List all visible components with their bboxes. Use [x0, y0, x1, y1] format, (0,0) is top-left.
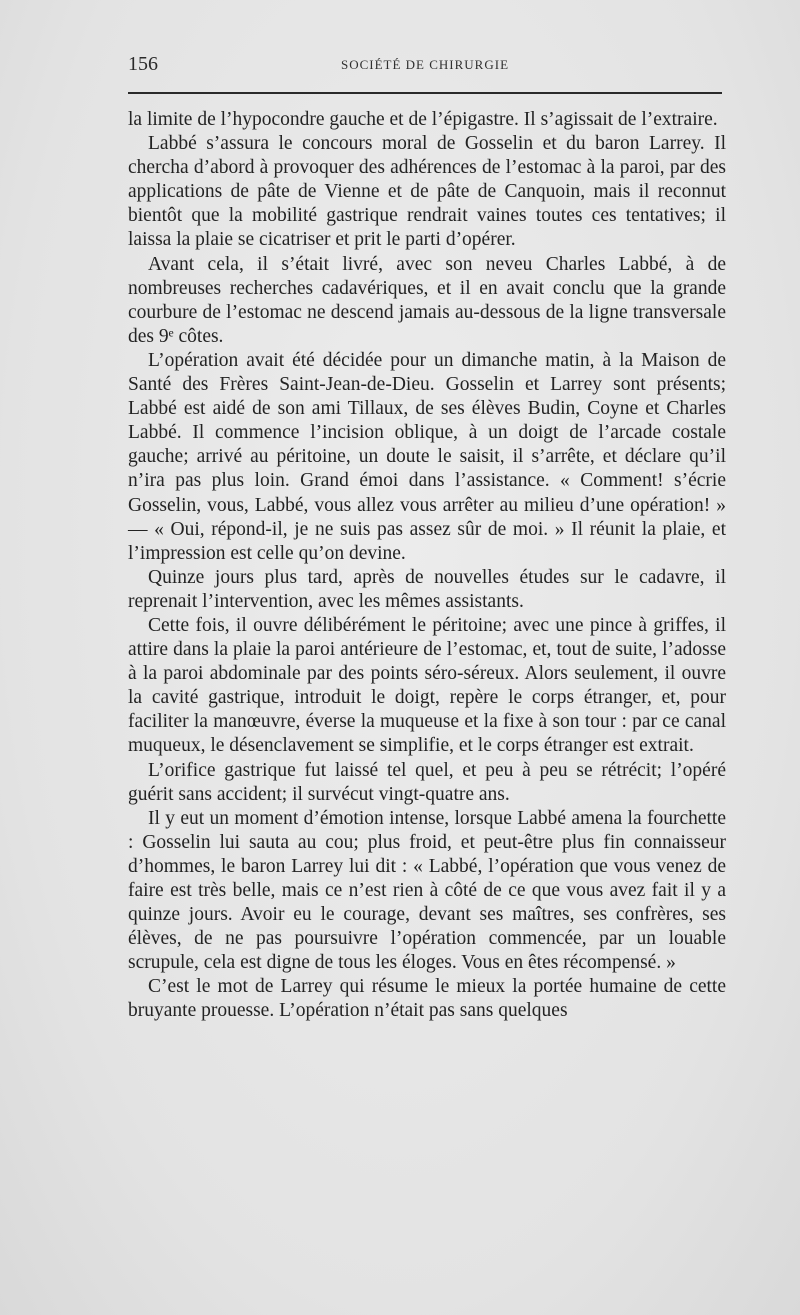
- paragraph: la limite de l’hypocondre gauche et de l’épigastre. Il s’agissait de l’extraire.: [128, 109, 718, 130]
- paragraph: C’est le mot de Larrey qui résume le mieux la portée humaine de cette bruyante prouesse. L’opération n’était pas sans quelques: [128, 976, 726, 1022]
- page-header: [128, 50, 722, 80]
- paragraph: Quinze jours plus tard, après de nouvelles études sur le cadavre, il reprenait l’intervention, avec les mêmes assistants.: [128, 566, 726, 612]
- running-head: SOCIÉTÉ DE CHIRURGIE: [340, 57, 510, 72]
- paragraph: Il y eut un moment d’émotion intense, lorsque Labbé amena la fourchette : Gosselin lui sauta au cou; plus froid, et peut-être plus fin connaisseur d’hommes, le baron Larrey lui dit : « Labbé, l’opération que vous venez de faire est très belle, mais ce n’est rien à côté de ce que vous avez fait il y a quinze jours. Avoir eu le courage, devant ses maîtres, ses confrères, ses élèves, de ne pas poursuivre l’opération commencée, par un louable scrupule, cela est digne de tous les éloges. Vous en êtes récompensé. »: [128, 807, 726, 974]
- body-text: [128, 108, 726, 1024]
- paragraph: Cette fois, il ouvre délibérément le péritoine; avec une pince à griffes, il attire dans la plaie la paroi antérieure de l’estomac, et, tout de suite, l’adosse à la paroi abdominale par des points séro-séreux. Alors seulement, il ouvre la cavité gastrique, introduit le doigt, repère le corps étranger, et, pour faciliter la manœuvre, éverse la muqueuse et la fixe à son tour : par ce canal muqueux, le désenclavement se simplifie, et le corps étranger est extrait.: [128, 614, 726, 757]
- paragraph: L’orifice gastrique fut laissé tel quel, et peu à peu se rétrécit; l’opéré guérit sans accident; il survécut vingt-quatre ans.: [128, 759, 726, 805]
- page-number: 156: [128, 53, 158, 75]
- paragraph: Labbé s’assura le concours moral de Gosselin et du baron Larrey. Il chercha d’abord à provoquer des adhérences de l’estomac à la paroi, par des applications de pâte de Vienne et de pâte de Canquoin, mais il reconnut bientôt que la mobilité gastrique rendrait vaines toutes ces tentatives; il laissa la plaie se cicatriser et prit le parti d’opérer.: [128, 133, 726, 251]
- paragraph: L’opération avait été décidée pour un dimanche matin, à la Maison de Santé des Frères Saint-Jean-de-Dieu. Gosselin et Larrey sont présents; Labbé est aidé de son ami Tillaux, de ses élèves Budin, Coyne et Charles Labbé. Il commence l’incision oblique, à un doigt de l’arcade costale gauche; arrivé au péritoine, un doute le saisit, il s’arrête, et déclare qu’il n’ira pas plus loin. Grand émoi dans l’assistance. « Comment! s’écrie Gosselin, vous, Labbé, vous allez vous arrêter au milieu d’une opération! » — « Oui, répond-il, je ne suis pas assez sûr de moi. » Il réunit la plaie, et l’impression est celle qu’on devine.: [128, 349, 726, 564]
- paragraph: Avant cela, il s’était livré, avec son neveu Charles Labbé, à de nombreuses recherches cadavériques, et il en avait conclu que la grande courbure de l’estomac ne descend jamais au-dessous de la ligne transversale des 9ᵉ côtes.: [128, 253, 726, 347]
- header-rule: [128, 92, 722, 94]
